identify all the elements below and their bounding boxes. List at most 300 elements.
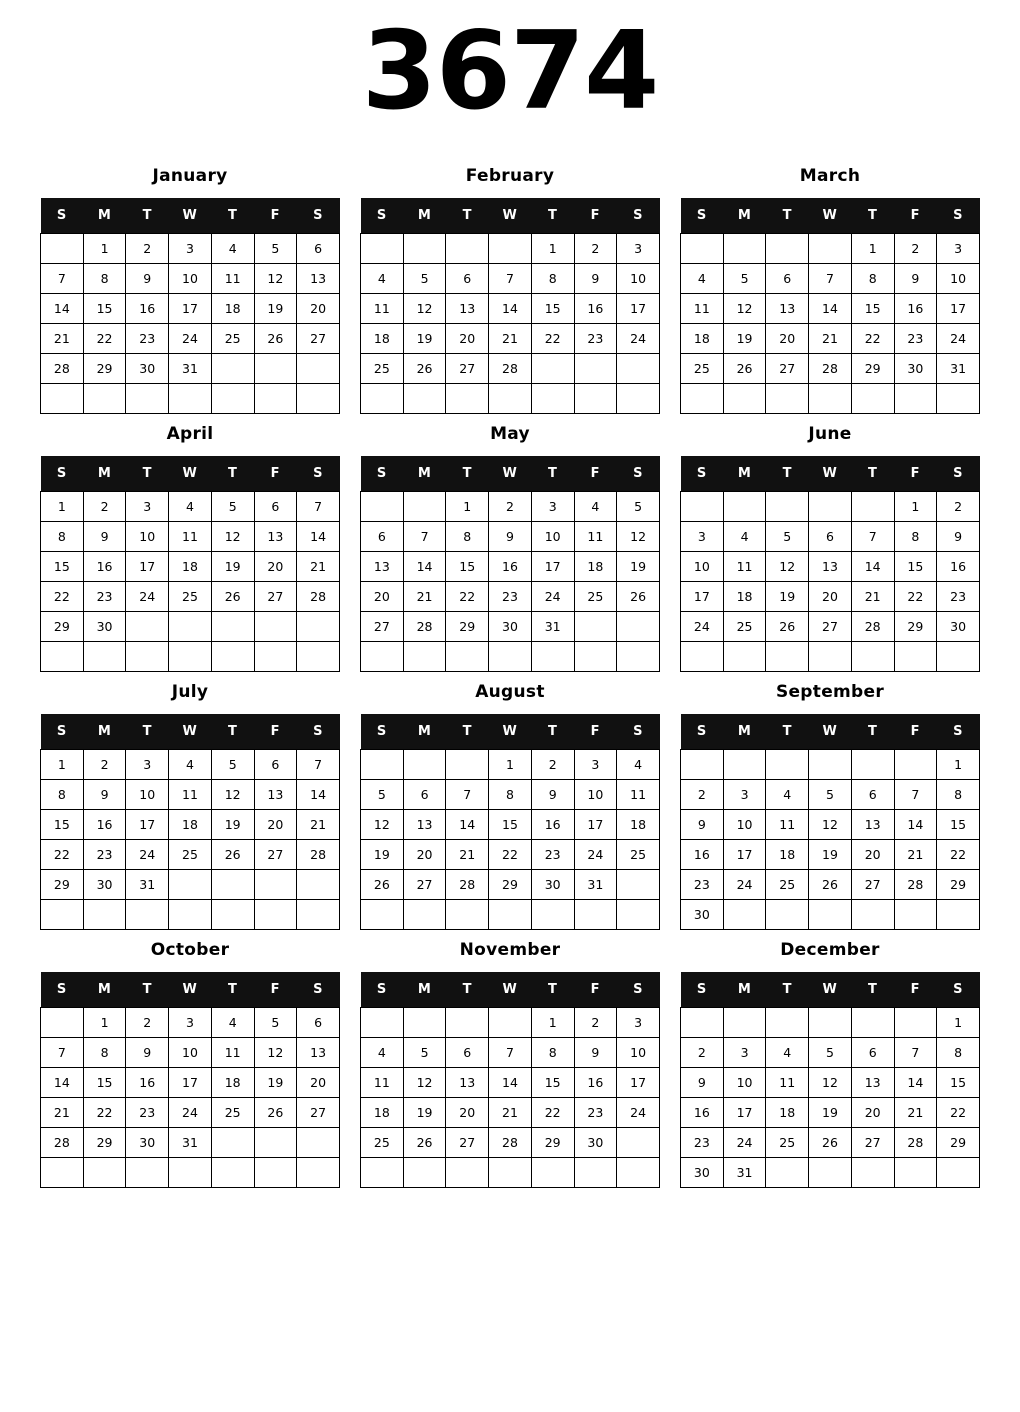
day-cell[interactable]: 2	[574, 234, 617, 264]
day-cell[interactable]: 21	[851, 582, 894, 612]
day-cell[interactable]: 17	[126, 810, 169, 840]
day-cell[interactable]: 2	[937, 492, 980, 522]
day-cell[interactable]: 18	[766, 1098, 809, 1128]
day-cell[interactable]: 22	[894, 582, 937, 612]
day-cell[interactable]: 13	[254, 780, 297, 810]
day-cell[interactable]: 1	[41, 750, 84, 780]
day-cell[interactable]: 19	[211, 810, 254, 840]
day-cell[interactable]: 5	[403, 1038, 446, 1068]
day-cell[interactable]: 11	[169, 522, 212, 552]
day-cell[interactable]: 27	[361, 612, 404, 642]
day-cell[interactable]: 13	[766, 294, 809, 324]
day-cell[interactable]: 16	[574, 294, 617, 324]
day-cell[interactable]: 5	[254, 234, 297, 264]
day-cell[interactable]: 22	[489, 840, 532, 870]
day-cell[interactable]: 25	[681, 354, 724, 384]
day-cell[interactable]: 7	[41, 264, 84, 294]
day-cell[interactable]: 14	[297, 522, 340, 552]
day-cell[interactable]: 9	[83, 780, 126, 810]
day-cell[interactable]: 28	[403, 612, 446, 642]
day-cell[interactable]: 18	[361, 324, 404, 354]
day-cell[interactable]: 17	[126, 552, 169, 582]
day-cell[interactable]: 26	[403, 1128, 446, 1158]
day-cell[interactable]: 14	[894, 810, 937, 840]
day-cell[interactable]: 6	[446, 1038, 489, 1068]
day-cell[interactable]: 4	[361, 1038, 404, 1068]
day-cell[interactable]: 27	[254, 582, 297, 612]
day-cell[interactable]: 15	[489, 810, 532, 840]
day-cell[interactable]: 31	[574, 870, 617, 900]
day-cell[interactable]: 11	[617, 780, 660, 810]
day-cell[interactable]: 11	[211, 1038, 254, 1068]
day-cell[interactable]: 24	[937, 324, 980, 354]
day-cell[interactable]: 22	[531, 1098, 574, 1128]
day-cell[interactable]: 21	[489, 1098, 532, 1128]
day-cell[interactable]: 30	[83, 870, 126, 900]
day-cell[interactable]: 16	[126, 294, 169, 324]
day-cell[interactable]: 2	[83, 492, 126, 522]
day-cell[interactable]: 25	[211, 324, 254, 354]
day-cell[interactable]: 14	[489, 1068, 532, 1098]
day-cell[interactable]: 23	[894, 324, 937, 354]
day-cell[interactable]: 5	[254, 1008, 297, 1038]
day-cell[interactable]: 5	[617, 492, 660, 522]
day-cell[interactable]: 18	[723, 582, 766, 612]
day-cell[interactable]: 8	[41, 780, 84, 810]
day-cell[interactable]: 21	[297, 810, 340, 840]
day-cell[interactable]: 3	[531, 492, 574, 522]
day-cell[interactable]: 7	[894, 1038, 937, 1068]
day-cell[interactable]: 25	[574, 582, 617, 612]
day-cell[interactable]: 2	[894, 234, 937, 264]
day-cell[interactable]: 29	[851, 354, 894, 384]
day-cell[interactable]: 30	[83, 612, 126, 642]
day-cell[interactable]: 1	[531, 1008, 574, 1038]
day-cell[interactable]: 20	[297, 294, 340, 324]
day-cell[interactable]: 3	[169, 1008, 212, 1038]
day-cell[interactable]: 15	[83, 1068, 126, 1098]
day-cell[interactable]: 7	[403, 522, 446, 552]
day-cell[interactable]: 20	[766, 324, 809, 354]
day-cell[interactable]: 23	[531, 840, 574, 870]
day-cell[interactable]: 17	[574, 810, 617, 840]
day-cell[interactable]: 18	[766, 840, 809, 870]
day-cell[interactable]: 15	[937, 810, 980, 840]
day-cell[interactable]: 13	[297, 1038, 340, 1068]
day-cell[interactable]: 28	[894, 870, 937, 900]
day-cell[interactable]: 31	[126, 870, 169, 900]
day-cell[interactable]: 15	[531, 1068, 574, 1098]
day-cell[interactable]: 8	[83, 264, 126, 294]
day-cell[interactable]: 18	[169, 810, 212, 840]
day-cell[interactable]: 17	[169, 1068, 212, 1098]
day-cell[interactable]: 8	[851, 264, 894, 294]
day-cell[interactable]: 23	[574, 324, 617, 354]
day-cell[interactable]: 7	[489, 264, 532, 294]
day-cell[interactable]: 15	[531, 294, 574, 324]
day-cell[interactable]: 7	[489, 1038, 532, 1068]
day-cell[interactable]: 5	[809, 1038, 852, 1068]
day-cell[interactable]: 15	[851, 294, 894, 324]
day-cell[interactable]: 5	[361, 780, 404, 810]
day-cell[interactable]: 16	[83, 810, 126, 840]
day-cell[interactable]: 6	[446, 264, 489, 294]
day-cell[interactable]: 4	[211, 1008, 254, 1038]
day-cell[interactable]: 18	[211, 1068, 254, 1098]
day-cell[interactable]: 22	[41, 582, 84, 612]
day-cell[interactable]: 7	[446, 780, 489, 810]
day-cell[interactable]: 13	[297, 264, 340, 294]
day-cell[interactable]: 6	[254, 750, 297, 780]
day-cell[interactable]: 23	[126, 324, 169, 354]
day-cell[interactable]: 6	[297, 234, 340, 264]
day-cell[interactable]: 3	[126, 750, 169, 780]
day-cell[interactable]: 7	[894, 780, 937, 810]
day-cell[interactable]: 4	[766, 780, 809, 810]
day-cell[interactable]: 3	[681, 522, 724, 552]
day-cell[interactable]: 24	[574, 840, 617, 870]
day-cell[interactable]: 3	[126, 492, 169, 522]
day-cell[interactable]: 2	[83, 750, 126, 780]
day-cell[interactable]: 16	[83, 552, 126, 582]
day-cell[interactable]: 19	[809, 840, 852, 870]
day-cell[interactable]: 24	[169, 1098, 212, 1128]
day-cell[interactable]: 15	[83, 294, 126, 324]
day-cell[interactable]: 31	[169, 354, 212, 384]
day-cell[interactable]: 10	[169, 264, 212, 294]
day-cell[interactable]: 25	[169, 840, 212, 870]
day-cell[interactable]: 17	[723, 1098, 766, 1128]
day-cell[interactable]: 23	[489, 582, 532, 612]
day-cell[interactable]: 7	[297, 750, 340, 780]
day-cell[interactable]: 22	[937, 840, 980, 870]
day-cell[interactable]: 31	[937, 354, 980, 384]
day-cell[interactable]: 9	[894, 264, 937, 294]
day-cell[interactable]: 11	[766, 1068, 809, 1098]
day-cell[interactable]: 1	[531, 234, 574, 264]
day-cell[interactable]: 14	[851, 552, 894, 582]
day-cell[interactable]: 30	[894, 354, 937, 384]
day-cell[interactable]: 25	[169, 582, 212, 612]
day-cell[interactable]: 20	[361, 582, 404, 612]
day-cell[interactable]: 5	[723, 264, 766, 294]
day-cell[interactable]: 26	[211, 840, 254, 870]
day-cell[interactable]: 1	[83, 234, 126, 264]
day-cell[interactable]: 6	[361, 522, 404, 552]
day-cell[interactable]: 2	[126, 1008, 169, 1038]
day-cell[interactable]: 16	[126, 1068, 169, 1098]
day-cell[interactable]: 23	[681, 870, 724, 900]
day-cell[interactable]: 4	[169, 492, 212, 522]
day-cell[interactable]: 17	[531, 552, 574, 582]
day-cell[interactable]: 8	[531, 264, 574, 294]
day-cell[interactable]: 17	[169, 294, 212, 324]
day-cell[interactable]: 14	[403, 552, 446, 582]
day-cell[interactable]: 12	[809, 810, 852, 840]
day-cell[interactable]: 13	[851, 1068, 894, 1098]
day-cell[interactable]: 26	[723, 354, 766, 384]
day-cell[interactable]: 16	[937, 552, 980, 582]
day-cell[interactable]: 14	[41, 1068, 84, 1098]
day-cell[interactable]: 30	[126, 1128, 169, 1158]
day-cell[interactable]: 26	[809, 870, 852, 900]
day-cell[interactable]: 26	[766, 612, 809, 642]
day-cell[interactable]: 7	[809, 264, 852, 294]
day-cell[interactable]: 16	[681, 1098, 724, 1128]
day-cell[interactable]: 25	[617, 840, 660, 870]
day-cell[interactable]: 10	[126, 522, 169, 552]
day-cell[interactable]: 6	[851, 1038, 894, 1068]
day-cell[interactable]: 31	[169, 1128, 212, 1158]
day-cell[interactable]: 26	[617, 582, 660, 612]
day-cell[interactable]: 4	[766, 1038, 809, 1068]
day-cell[interactable]: 29	[83, 1128, 126, 1158]
day-cell[interactable]: 28	[809, 354, 852, 384]
day-cell[interactable]: 18	[617, 810, 660, 840]
day-cell[interactable]: 21	[894, 840, 937, 870]
day-cell[interactable]: 26	[361, 870, 404, 900]
day-cell[interactable]: 12	[617, 522, 660, 552]
day-cell[interactable]: 21	[297, 552, 340, 582]
day-cell[interactable]: 19	[809, 1098, 852, 1128]
day-cell[interactable]: 2	[574, 1008, 617, 1038]
day-cell[interactable]: 14	[41, 294, 84, 324]
day-cell[interactable]: 25	[361, 1128, 404, 1158]
day-cell[interactable]: 5	[211, 750, 254, 780]
day-cell[interactable]: 6	[297, 1008, 340, 1038]
day-cell[interactable]: 23	[681, 1128, 724, 1158]
day-cell[interactable]: 18	[681, 324, 724, 354]
day-cell[interactable]: 20	[851, 1098, 894, 1128]
day-cell[interactable]: 27	[809, 612, 852, 642]
day-cell[interactable]: 19	[403, 1098, 446, 1128]
day-cell[interactable]: 6	[851, 780, 894, 810]
day-cell[interactable]: 12	[254, 1038, 297, 1068]
day-cell[interactable]: 16	[489, 552, 532, 582]
day-cell[interactable]: 1	[41, 492, 84, 522]
day-cell[interactable]: 28	[297, 840, 340, 870]
day-cell[interactable]: 26	[809, 1128, 852, 1158]
day-cell[interactable]: 8	[83, 1038, 126, 1068]
day-cell[interactable]: 19	[254, 294, 297, 324]
day-cell[interactable]: 8	[894, 522, 937, 552]
day-cell[interactable]: 9	[489, 522, 532, 552]
day-cell[interactable]: 24	[723, 1128, 766, 1158]
day-cell[interactable]: 5	[766, 522, 809, 552]
day-cell[interactable]: 22	[83, 324, 126, 354]
day-cell[interactable]: 9	[681, 1068, 724, 1098]
day-cell[interactable]: 2	[531, 750, 574, 780]
day-cell[interactable]: 16	[894, 294, 937, 324]
day-cell[interactable]: 12	[211, 780, 254, 810]
day-cell[interactable]: 7	[41, 1038, 84, 1068]
day-cell[interactable]: 5	[809, 780, 852, 810]
day-cell[interactable]: 1	[894, 492, 937, 522]
day-cell[interactable]: 4	[723, 522, 766, 552]
day-cell[interactable]: 8	[41, 522, 84, 552]
day-cell[interactable]: 30	[489, 612, 532, 642]
day-cell[interactable]: 13	[446, 1068, 489, 1098]
day-cell[interactable]: 19	[723, 324, 766, 354]
day-cell[interactable]: 19	[254, 1068, 297, 1098]
day-cell[interactable]: 22	[531, 324, 574, 354]
day-cell[interactable]: 21	[403, 582, 446, 612]
day-cell[interactable]: 28	[41, 354, 84, 384]
day-cell[interactable]: 30	[531, 870, 574, 900]
day-cell[interactable]: 18	[169, 552, 212, 582]
day-cell[interactable]: 9	[681, 810, 724, 840]
day-cell[interactable]: 23	[937, 582, 980, 612]
day-cell[interactable]: 17	[681, 582, 724, 612]
day-cell[interactable]: 30	[681, 1158, 724, 1188]
day-cell[interactable]: 25	[766, 870, 809, 900]
day-cell[interactable]: 3	[617, 234, 660, 264]
day-cell[interactable]: 24	[126, 840, 169, 870]
day-cell[interactable]: 11	[723, 552, 766, 582]
day-cell[interactable]: 28	[489, 1128, 532, 1158]
day-cell[interactable]: 12	[723, 294, 766, 324]
day-cell[interactable]: 14	[809, 294, 852, 324]
day-cell[interactable]: 30	[937, 612, 980, 642]
day-cell[interactable]: 22	[41, 840, 84, 870]
day-cell[interactable]: 30	[126, 354, 169, 384]
day-cell[interactable]: 22	[937, 1098, 980, 1128]
day-cell[interactable]: 25	[723, 612, 766, 642]
day-cell[interactable]: 4	[681, 264, 724, 294]
day-cell[interactable]: 3	[617, 1008, 660, 1038]
day-cell[interactable]: 24	[169, 324, 212, 354]
day-cell[interactable]: 7	[297, 492, 340, 522]
day-cell[interactable]: 31	[531, 612, 574, 642]
day-cell[interactable]: 9	[531, 780, 574, 810]
day-cell[interactable]: 12	[403, 1068, 446, 1098]
day-cell[interactable]: 24	[531, 582, 574, 612]
day-cell[interactable]: 27	[851, 870, 894, 900]
day-cell[interactable]: 9	[126, 1038, 169, 1068]
day-cell[interactable]: 28	[41, 1128, 84, 1158]
day-cell[interactable]: 17	[937, 294, 980, 324]
day-cell[interactable]: 23	[83, 840, 126, 870]
day-cell[interactable]: 27	[254, 840, 297, 870]
day-cell[interactable]: 8	[489, 780, 532, 810]
day-cell[interactable]: 24	[723, 870, 766, 900]
day-cell[interactable]: 10	[617, 1038, 660, 1068]
day-cell[interactable]: 11	[681, 294, 724, 324]
day-cell[interactable]: 24	[126, 582, 169, 612]
day-cell[interactable]: 19	[361, 840, 404, 870]
day-cell[interactable]: 9	[937, 522, 980, 552]
day-cell[interactable]: 6	[809, 522, 852, 552]
day-cell[interactable]: 21	[489, 324, 532, 354]
day-cell[interactable]: 30	[574, 1128, 617, 1158]
day-cell[interactable]: 10	[723, 810, 766, 840]
day-cell[interactable]: 19	[766, 582, 809, 612]
day-cell[interactable]: 13	[254, 522, 297, 552]
day-cell[interactable]: 18	[574, 552, 617, 582]
day-cell[interactable]: 14	[297, 780, 340, 810]
day-cell[interactable]: 10	[574, 780, 617, 810]
day-cell[interactable]: 9	[126, 264, 169, 294]
day-cell[interactable]: 25	[211, 1098, 254, 1128]
day-cell[interactable]: 27	[403, 870, 446, 900]
day-cell[interactable]: 20	[254, 552, 297, 582]
day-cell[interactable]: 10	[617, 264, 660, 294]
day-cell[interactable]: 3	[937, 234, 980, 264]
day-cell[interactable]: 22	[83, 1098, 126, 1128]
day-cell[interactable]: 23	[126, 1098, 169, 1128]
day-cell[interactable]: 16	[574, 1068, 617, 1098]
day-cell[interactable]: 12	[211, 522, 254, 552]
day-cell[interactable]: 2	[681, 780, 724, 810]
day-cell[interactable]: 12	[361, 810, 404, 840]
day-cell[interactable]: 9	[574, 1038, 617, 1068]
day-cell[interactable]: 10	[169, 1038, 212, 1068]
day-cell[interactable]: 6	[403, 780, 446, 810]
day-cell[interactable]: 20	[446, 1098, 489, 1128]
day-cell[interactable]: 19	[617, 552, 660, 582]
day-cell[interactable]: 20	[809, 582, 852, 612]
day-cell[interactable]: 10	[126, 780, 169, 810]
day-cell[interactable]: 22	[851, 324, 894, 354]
day-cell[interactable]: 1	[851, 234, 894, 264]
day-cell[interactable]: 17	[617, 294, 660, 324]
day-cell[interactable]: 15	[894, 552, 937, 582]
day-cell[interactable]: 20	[297, 1068, 340, 1098]
day-cell[interactable]: 8	[937, 780, 980, 810]
day-cell[interactable]: 22	[446, 582, 489, 612]
day-cell[interactable]: 26	[403, 354, 446, 384]
day-cell[interactable]: 29	[937, 870, 980, 900]
day-cell[interactable]: 11	[766, 810, 809, 840]
day-cell[interactable]: 3	[723, 1038, 766, 1068]
day-cell[interactable]: 23	[83, 582, 126, 612]
day-cell[interactable]: 14	[489, 294, 532, 324]
day-cell[interactable]: 28	[894, 1128, 937, 1158]
day-cell[interactable]: 25	[766, 1128, 809, 1158]
day-cell[interactable]: 11	[574, 522, 617, 552]
day-cell[interactable]: 20	[403, 840, 446, 870]
day-cell[interactable]: 29	[41, 612, 84, 642]
day-cell[interactable]: 18	[211, 294, 254, 324]
day-cell[interactable]: 27	[297, 324, 340, 354]
day-cell[interactable]: 11	[361, 1068, 404, 1098]
day-cell[interactable]: 4	[617, 750, 660, 780]
day-cell[interactable]: 3	[169, 234, 212, 264]
day-cell[interactable]: 1	[83, 1008, 126, 1038]
day-cell[interactable]: 29	[41, 870, 84, 900]
day-cell[interactable]: 27	[446, 1128, 489, 1158]
day-cell[interactable]: 18	[361, 1098, 404, 1128]
day-cell[interactable]: 2	[489, 492, 532, 522]
day-cell[interactable]: 28	[446, 870, 489, 900]
day-cell[interactable]: 13	[361, 552, 404, 582]
day-cell[interactable]: 3	[723, 780, 766, 810]
day-cell[interactable]: 29	[937, 1128, 980, 1158]
day-cell[interactable]: 26	[254, 1098, 297, 1128]
day-cell[interactable]: 13	[446, 294, 489, 324]
day-cell[interactable]: 17	[723, 840, 766, 870]
day-cell[interactable]: 28	[851, 612, 894, 642]
day-cell[interactable]: 24	[617, 1098, 660, 1128]
day-cell[interactable]: 29	[83, 354, 126, 384]
day-cell[interactable]: 16	[531, 810, 574, 840]
day-cell[interactable]: 1	[446, 492, 489, 522]
day-cell[interactable]: 3	[574, 750, 617, 780]
day-cell[interactable]: 21	[894, 1098, 937, 1128]
day-cell[interactable]: 31	[723, 1158, 766, 1188]
day-cell[interactable]: 26	[254, 324, 297, 354]
day-cell[interactable]: 17	[617, 1068, 660, 1098]
